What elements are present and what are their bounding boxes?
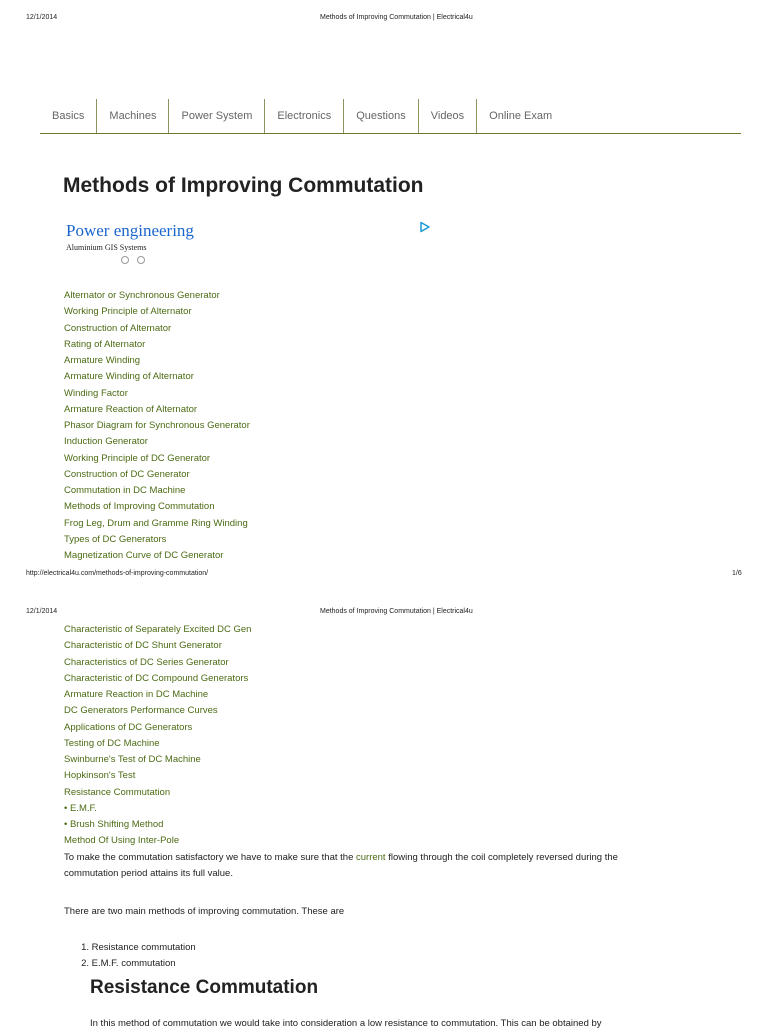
nav-machines[interactable]: Machines: [97, 99, 169, 133]
related-link[interactable]: • E.M.F.: [64, 802, 97, 814]
related-link[interactable]: Construction of Alternator: [64, 322, 172, 334]
related-link[interactable]: Working Principle of DC Generator: [64, 452, 211, 464]
section-title: Resistance Commutation: [90, 977, 319, 998]
ad-subtitle: Aluminium GIS Systems: [66, 243, 147, 252]
related-link[interactable]: Types of DC Generators: [64, 533, 167, 545]
page-title: Methods of Improving Commutation: [63, 174, 424, 197]
related-link[interactable]: Methods of Improving Commutation: [64, 501, 215, 513]
nav-power-system[interactable]: Power System: [169, 99, 265, 133]
nav-electronics[interactable]: Electronics: [265, 99, 344, 133]
related-link[interactable]: Resistance Commutation: [64, 786, 171, 798]
related-link[interactable]: Rating of Alternator: [64, 338, 146, 350]
methods-list: [64, 940, 196, 972]
related-link[interactable]: Swinburne's Test of DC Machine: [64, 754, 201, 765]
related-link[interactable]: Induction Generator: [64, 436, 148, 448]
related-link[interactable]: Frog Leg, Drum and Gramme Ring Winding: [64, 517, 248, 529]
ad-title-link[interactable]: Power engineering: [66, 221, 194, 240]
nav-basics[interactable]: Basics: [40, 99, 97, 133]
related-link[interactable]: Commutation in DC Machine: [64, 485, 186, 496]
page-number: 1/6: [732, 570, 742, 577]
related-links-list: [64, 288, 250, 564]
related-link[interactable]: Testing of DC Machine: [64, 737, 160, 749]
related-link[interactable]: Phasor Diagram for Synchronous Generator: [64, 420, 250, 431]
current-link[interactable]: current: [356, 852, 386, 863]
carousel-dot[interactable]: [137, 256, 145, 264]
ad-carousel-dots: [121, 256, 145, 264]
para-text: To make the commutation satisfactory we have to make sure that the: [64, 852, 356, 863]
list-number: 2.: [81, 958, 89, 969]
related-link[interactable]: Characteristic of DC Shunt Generator: [64, 640, 222, 652]
related-link[interactable]: Winding Factor: [64, 387, 128, 399]
para-text: flowing through the coil completely reversed during the: [385, 852, 618, 863]
related-link[interactable]: Characteristic of DC Compound Generators: [64, 672, 249, 684]
methods-paragraph: There are two main methods of improving commutation. These are: [64, 906, 345, 917]
related-link[interactable]: Method Of Using Inter-Pole: [64, 835, 180, 847]
related-link[interactable]: Armature Winding: [64, 355, 141, 366]
related-link[interactable]: Construction of DC Generator: [64, 468, 190, 480]
section-paragraph-cut: In this method of commutation we would take into consideration a low resistance to commutation. This can be obtained by: [90, 1018, 602, 1029]
related-link[interactable]: Working Principle of Alternator: [64, 306, 192, 318]
print-title: Methods of Improving Commutation | Electrical4u: [320, 608, 473, 615]
related-link[interactable]: Characteristic of Separately Excited DC Gen: [64, 624, 252, 635]
related-link[interactable]: Armature Winding of Alternator: [64, 371, 194, 383]
related-link[interactable]: Applications of DC Generators: [64, 721, 193, 733]
list-text: Resistance commutation: [91, 942, 196, 953]
print-date: 12/1/2014: [26, 14, 58, 21]
print-url: http://electrical4u.com/methods-of-improving-commutation/: [26, 570, 209, 577]
list-number: 1.: [81, 942, 89, 953]
related-link[interactable]: Alternator or Synchronous Generator: [64, 290, 220, 301]
adchoices-icon[interactable]: [419, 220, 431, 238]
related-link[interactable]: Hopkinson's Test: [64, 770, 136, 782]
print-date: 12/1/2014: [26, 608, 58, 615]
nav-videos[interactable]: Videos: [419, 99, 477, 133]
related-link[interactable]: • Brush Shifting Method: [64, 819, 164, 830]
related-link[interactable]: Armature Reaction in DC Machine: [64, 689, 209, 700]
main-nav: [40, 99, 741, 134]
nav-online-exam[interactable]: Online Exam: [489, 110, 553, 122]
related-links-list-continued: [64, 622, 251, 850]
intro-paragraph-line1: [64, 852, 618, 863]
carousel-dot[interactable]: [121, 256, 129, 264]
related-link[interactable]: DC Generators Performance Curves: [64, 705, 218, 717]
intro-paragraph-line2: commutation period attains its full value.: [64, 868, 233, 879]
related-link[interactable]: Armature Reaction of Alternator: [64, 403, 198, 415]
print-title: Methods of Improving Commutation | Electrical4u: [320, 14, 473, 21]
list-item: [64, 956, 196, 972]
list-text: E.M.F. commutation: [91, 958, 176, 969]
related-link[interactable]: Characteristics of DC Series Generator: [64, 656, 229, 668]
list-item: [64, 940, 196, 956]
nav-questions[interactable]: Questions: [344, 99, 419, 133]
related-link[interactable]: Magnetization Curve of DC Generator: [64, 550, 224, 561]
